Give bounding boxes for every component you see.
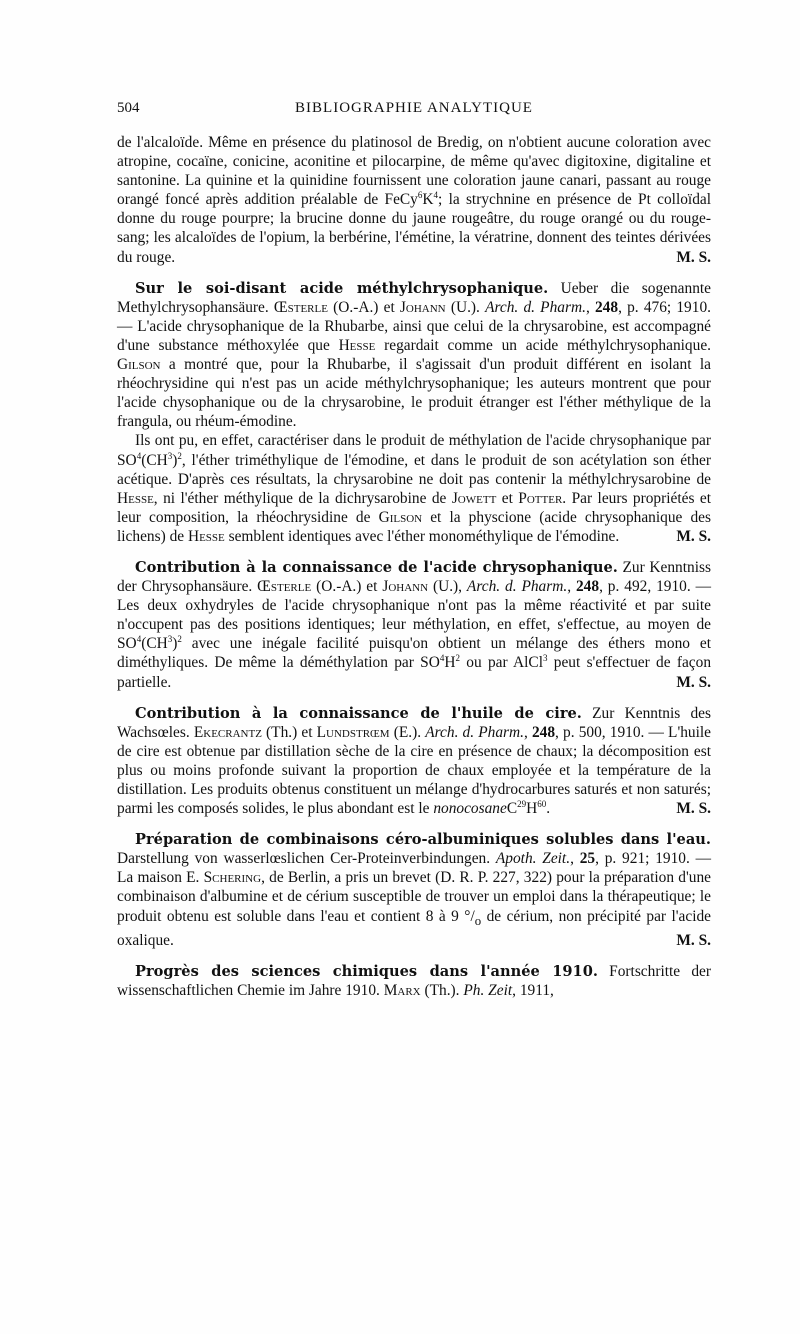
entry-title: Sur le soi-disant acide méthylchrysophanique. (135, 279, 549, 297)
volume-number: 248 (594, 298, 619, 316)
continued-paragraph: de l'alcaloïde. Même en présence du platinosol de Bredig, on n'obtient aucune coloration avec atropine, cocaïne, conicine, aconitine et pilocarpine, de même qu'avec digitoxine, digitaline et santonine. La quinine et la quinidine fournissent une coloration jaune canari, passant au rouge orangé foncé après addition préalable de $FeCy^6K^4$; la strychnine en présence de Pt colloïdal donne du rouge pourpre; la brucine donne du jaune rougeâtre, du rouge orangé ou du rouge-sang; les alcaloïdes de l'opium, la berbérine, l'émétine, la vératrine, donnent des teintes dérivées du rouge. M. S. (117, 134, 711, 266)
journal-name: Ph. Zeit (463, 981, 513, 999)
signature: M. S. (676, 248, 711, 266)
journal-name: Arch. d. Pharm. (485, 298, 586, 316)
journal-name: Apoth. Zeit. (495, 850, 571, 868)
author-name: Lundstrœm (316, 723, 390, 741)
signature: M. S. (676, 527, 711, 545)
author-name: Johann (399, 298, 446, 316)
volume-number: 25 (579, 850, 596, 868)
author-name: Œsterle (257, 578, 312, 596)
signature: M. S. (676, 931, 711, 949)
signature: M. S. (676, 800, 711, 818)
author-name: Œsterle (273, 298, 328, 316)
bibliography-entry: Préparation de combinaisons céro-albuminiques solubles dans l'eau. Darstellung von wasserlœslichen Cer-Proteinverbindungen. Apoth. Zeit., 25, p. 921; 1910. — La maison E. Schering, de Berlin, a pris un brevet (D. R. P. 227, 322) pour la préparation d'une combinaison d'albumine et de cérium susceptible de trouver un emploi dans la thérapeutique; le produit obtenu est soluble dans l'eau et contient 8 à 9 $^\circ/_o$ de cérium, non précipité par l'acide oxalique. M. S. (117, 831, 712, 949)
entry-paragraph: Ils ont pu, en effet, caractériser dans le produit de méthylation de l'acide chrysophanique par $SO^4(CH^3)^2$, l'éther triméthylique de l'émodine, et dans le produit de son acétylation son éther acétique. D'après ces résultats, la chrysarobine ne doit pas contenir la méthylchrysarobine de Hesse, ni l'éther méthylique de la dichrysarobine de Jowett et Potter. Par leurs propriétés et leur composition, la rhéochrysidine de Gilson et la physcione (acide chrysophanique des lichens) de Hesse semblent identiques avec l'éther monométhylique de l'émodine. M. S. (117, 432, 711, 545)
page-header (117, 100, 711, 124)
author-name: Johann (382, 578, 429, 596)
journal-name: Arch. d. Pharm. (425, 723, 524, 741)
journal-name: Arch. d. Pharm. (466, 578, 568, 596)
entry-title: Contribution à la connaissance de l'huile de cire. (135, 704, 582, 722)
entry-title: Progrès des sciences chimiques dans l'année 1910. (135, 962, 598, 980)
entry-title: Préparation de combinaisons céro-albuminiques solubles dans l'eau. (135, 831, 711, 849)
article-body (117, 133, 711, 1000)
bibliography-entry: Sur le soi-disant acide méthylchrysophanique. Ueber die sogenannte Methylchrysophansäure. Œsterle (O.-A.) et Johann (U.). Arch. d. Pharm., 248, p. 476; 1910. — L'acide chrysophanique de la Rhubarbe, ainsi que celui de la chrysarobine, est accompagné d'une substance méthoxylée que Hesse regardait comme un acide méthylchrysophanique. Gilson a montré que, pour la Rhubarbe, il s'agissait d'un produit différent en isolant la rhéochrysidine qui n'est pas un acide méthylchrysophanique; les auteurs montrent que pour l'acide chysophanique ou de la chrysarobine, le produit étranger est l'éther méthylique de la frangula, ou rhéum-émodine. (117, 279, 712, 431)
signature: M. S. (676, 673, 711, 691)
author-name: Ekecrantz (193, 723, 262, 741)
author-name: Marx (383, 981, 421, 999)
running-title: BIBLIOGRAPHIE ANALYTIQUE (295, 100, 533, 116)
page-number: 504 (117, 100, 140, 116)
bibliography-entry: Contribution à la connaissance de l'huile de cire. Zur Kenntnis des Wachsœles. Ekecrantz (Th.) et Lundstrœm (E.). Arch. d. Pharm., 248, p. 500, 1910. — L'huile de cire est obtenue par distillation sèche de la cire en présence de chaux; la décomposition est plus ou moins profonde suivant la proportion de chaux employée et la température de la distillation. Les produits obtenus constituent un mélange d'hydrocarbures saturés et non saturés; parmi les composés solides, le plus abondant est le $nonocosaneC^{29}H^{60}$. M. S. (117, 704, 711, 818)
bibliography-entry: Progrès des sciences chimiques dans l'année 1910. Fortschritte der wissenschaftlichen Chemie im Jahre 1910. Marx (Th.). Ph. Zeit, 1911, (117, 962, 711, 999)
volume-number: 248 (531, 723, 556, 741)
volume-number: 248 (575, 578, 600, 596)
bibliography-entry: Contribution à la connaissance de l'acide chrysophanique. Zur Kenntniss der Chrysophansäure. Œsterle (O.-A.) et Johann (U.), Arch. d. Pharm., 248, p. 492, 1910. — Les deux oxhydryles de l'acide chrysophanique n'ont pas la même réactivité et par suite n'occupent pas des positions identiques; leur méthylation, en effet, s'effectue, au moyen de $SO^4(CH^3)^2$ avec une inégale facilité puisqu'on obtient un mélange des éthers mono et diméthyliques. De même la déméthylation par $SO^4H^2$ ou par AlCl$^3$ peut s'effectuer de façon partielle. M. S. (117, 558, 712, 691)
entry-title: Contribution à la connaissance de l'acide chrysophanique. (135, 558, 618, 576)
